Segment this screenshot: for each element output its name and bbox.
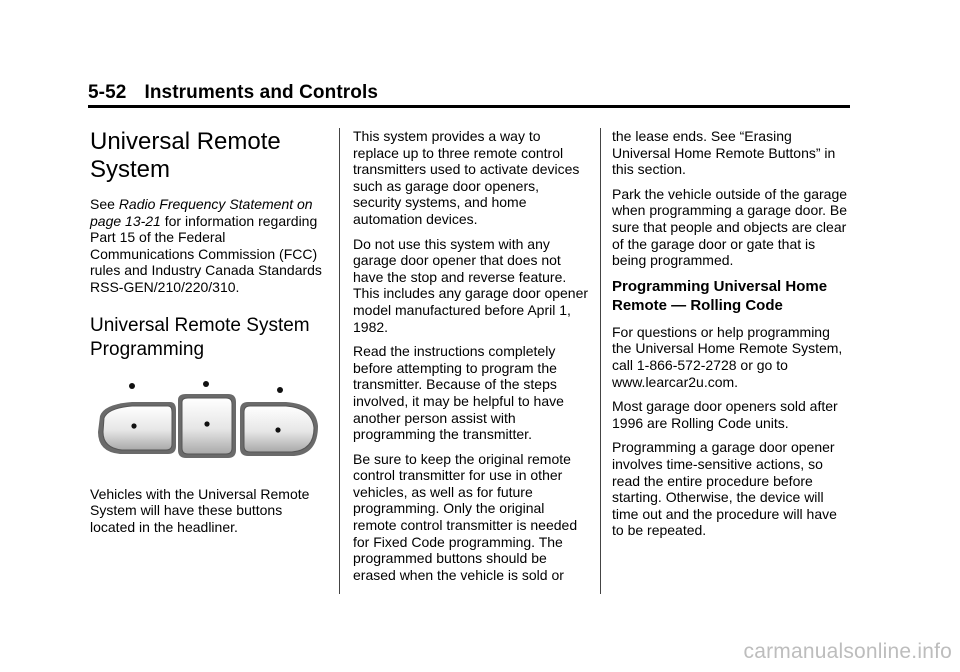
paragraph [90,196,326,296]
paragraph: Most garage door openers sold after 1996 are Rolling Code units. [612,398,838,431]
main-title: Universal Remote System [90,128,281,183]
headliner-buttons-figure [90,376,326,468]
cross-reference-link[interactable]: Radio Frequency Statement on page 13-21 [90,196,313,229]
paragraph: Be sure to keep the original remote control transmitter for use in other vehicles, as well as for future programming. Only the original remote control transmitter is needed for Fixed Code programming. The programmed buttons should be erased when the vehicle is sold or [353,450,578,583]
column-2 [353,128,589,591]
indicator-dot-icon [203,381,209,387]
paragraph: For questions or help programming the Universal Home Remote System, call 1-866-572-2728 or go to www.learcar2u.com. [612,323,843,390]
watermark: carmanualsonline.info [743,640,952,663]
section-title: Instruments and Controls [144,82,379,103]
column-divider-1 [339,128,340,594]
remote-button-middle [178,394,236,458]
paragraph: Park the vehicle outside of the garage when programming a garage door. Be sure that people and objects are clear of the garage door or gate that is being programmed. [612,185,848,269]
paragraph: Do not use this system with any garage door opener that does not have the stop and reverse feature. This includes any garage door opener model manufactured before April 1, 1982. [353,235,589,335]
remote-button-right [240,402,318,456]
remote-button-left [98,402,176,454]
text: See [90,196,119,212]
text: for information regarding Part 15 of the Federal Communications Commission (FCC) rules and Industry Canada Standards RSS-GEN/210/220/310. [90,212,322,295]
section-heading: Programming Universal Home Remote — Rolling Code [612,277,828,314]
subsection-title: Universal Remote System Programming [90,314,310,360]
page-header [88,82,378,104]
indicator-dot-icon [277,387,283,393]
paragraph: the lease ends. See “Erasing Universal Home Remote Buttons” in this section. [612,128,836,178]
page-number: 5-52 [88,82,127,103]
paragraph: Read the instructions completely before attempting to program the transmitter. Because of the steps involved, it may be helpful to have another person assist with programming the transmitter. [353,343,564,443]
paragraph: Programming a garage door opener involves time-sensitive actions, so read the entire procedure before starting. Otherwise, the device will time out and the procedure will have to be repeated. [612,439,837,539]
figure-caption: Vehicles with the Universal Remote System will have these buttons located in the headliner. [90,485,310,535]
paragraph: This system provides a way to replace up to three remote control transmitters used to activate devices such as garage door openers, security systems, and home automation devices. [353,128,580,227]
column-divider-2 [600,128,601,594]
column-3 [612,128,848,547]
column-1 [90,128,326,543]
indicator-dot-icon [129,383,135,389]
header-rule [88,105,850,108]
